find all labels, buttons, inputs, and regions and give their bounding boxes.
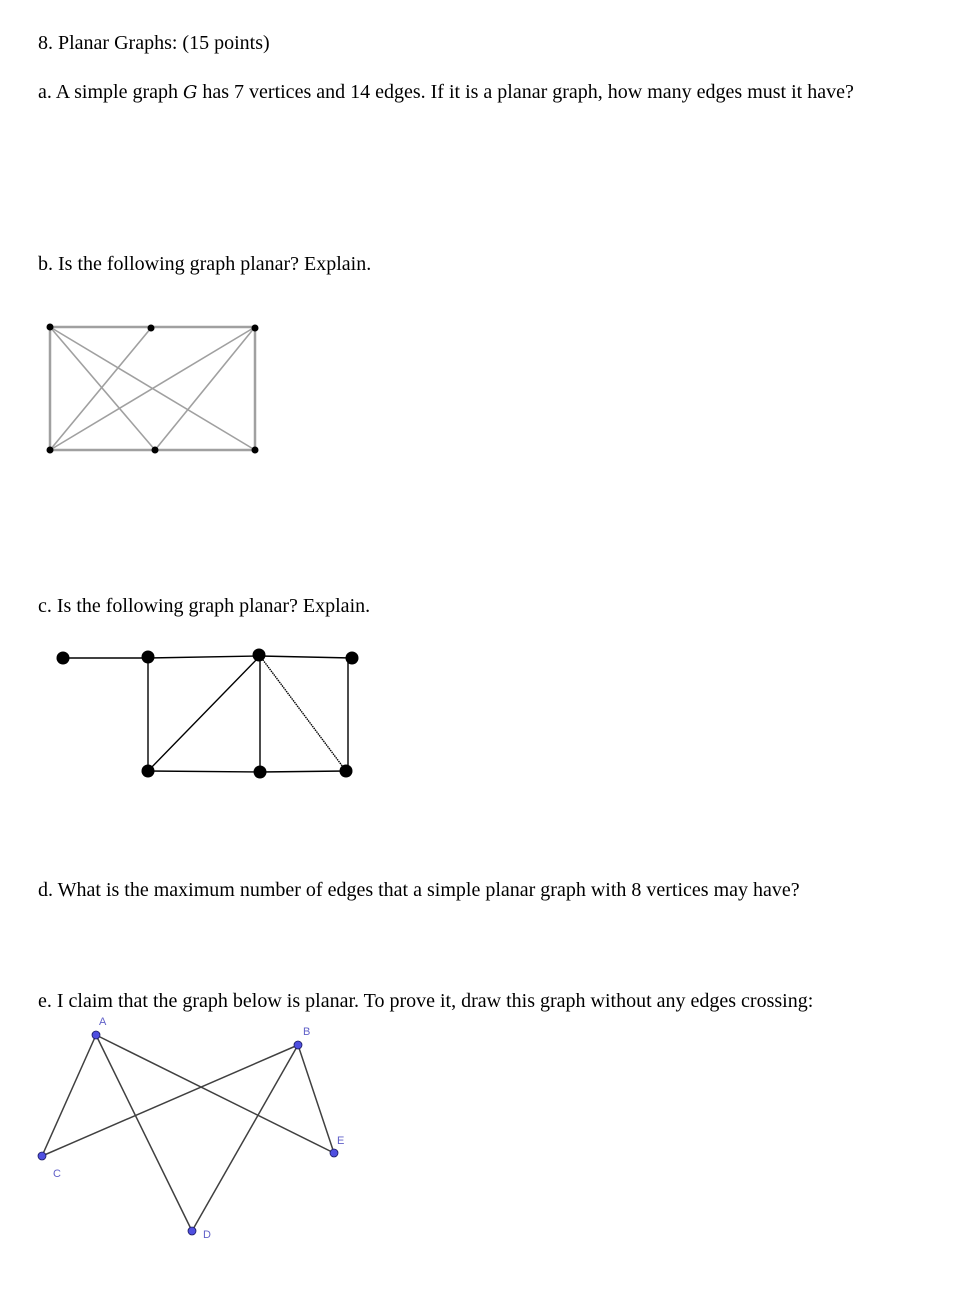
graph-e-edge [42,1045,298,1156]
vertex-c-label: C [53,1168,61,1180]
vertex-d-label: D [203,1229,211,1241]
question-e: e. I claim that the graph below is planar. To prove it, draw this graph without any edges crossing: [38,990,814,1012]
vertex-e-label: E [337,1135,345,1147]
question-a-suffix: has 7 vertices and 14 edges. If it is a planar graph, how many edges must it have? [197,81,854,103]
graph-e-edge [298,1045,334,1153]
vertex-c [38,1152,46,1160]
graph-e-edge [192,1045,298,1231]
problem-title: 8. Planar Graphs: (15 points) [38,32,270,54]
graph-e-edge [96,1035,334,1153]
graph-e-edge [42,1035,96,1156]
question-a-prefix: a. A simple graph [38,81,183,103]
vertex-b [294,1041,302,1049]
question-b: b. Is the following graph planar? Explain. [38,253,372,275]
question-d: d. What is the maximum number of edges that a simple planar graph with 8 vertices may have? [38,879,800,901]
vertex-e [330,1149,338,1157]
vertex-b-label: B [303,1026,311,1038]
graph-e-edge [96,1035,192,1231]
vertex-a [92,1031,100,1039]
question-a-variable: G [182,82,198,103]
vertex-a-label: A [99,1016,107,1028]
vertex-d [188,1227,196,1235]
question-c: c. Is the following graph planar? Explain. [38,595,371,617]
